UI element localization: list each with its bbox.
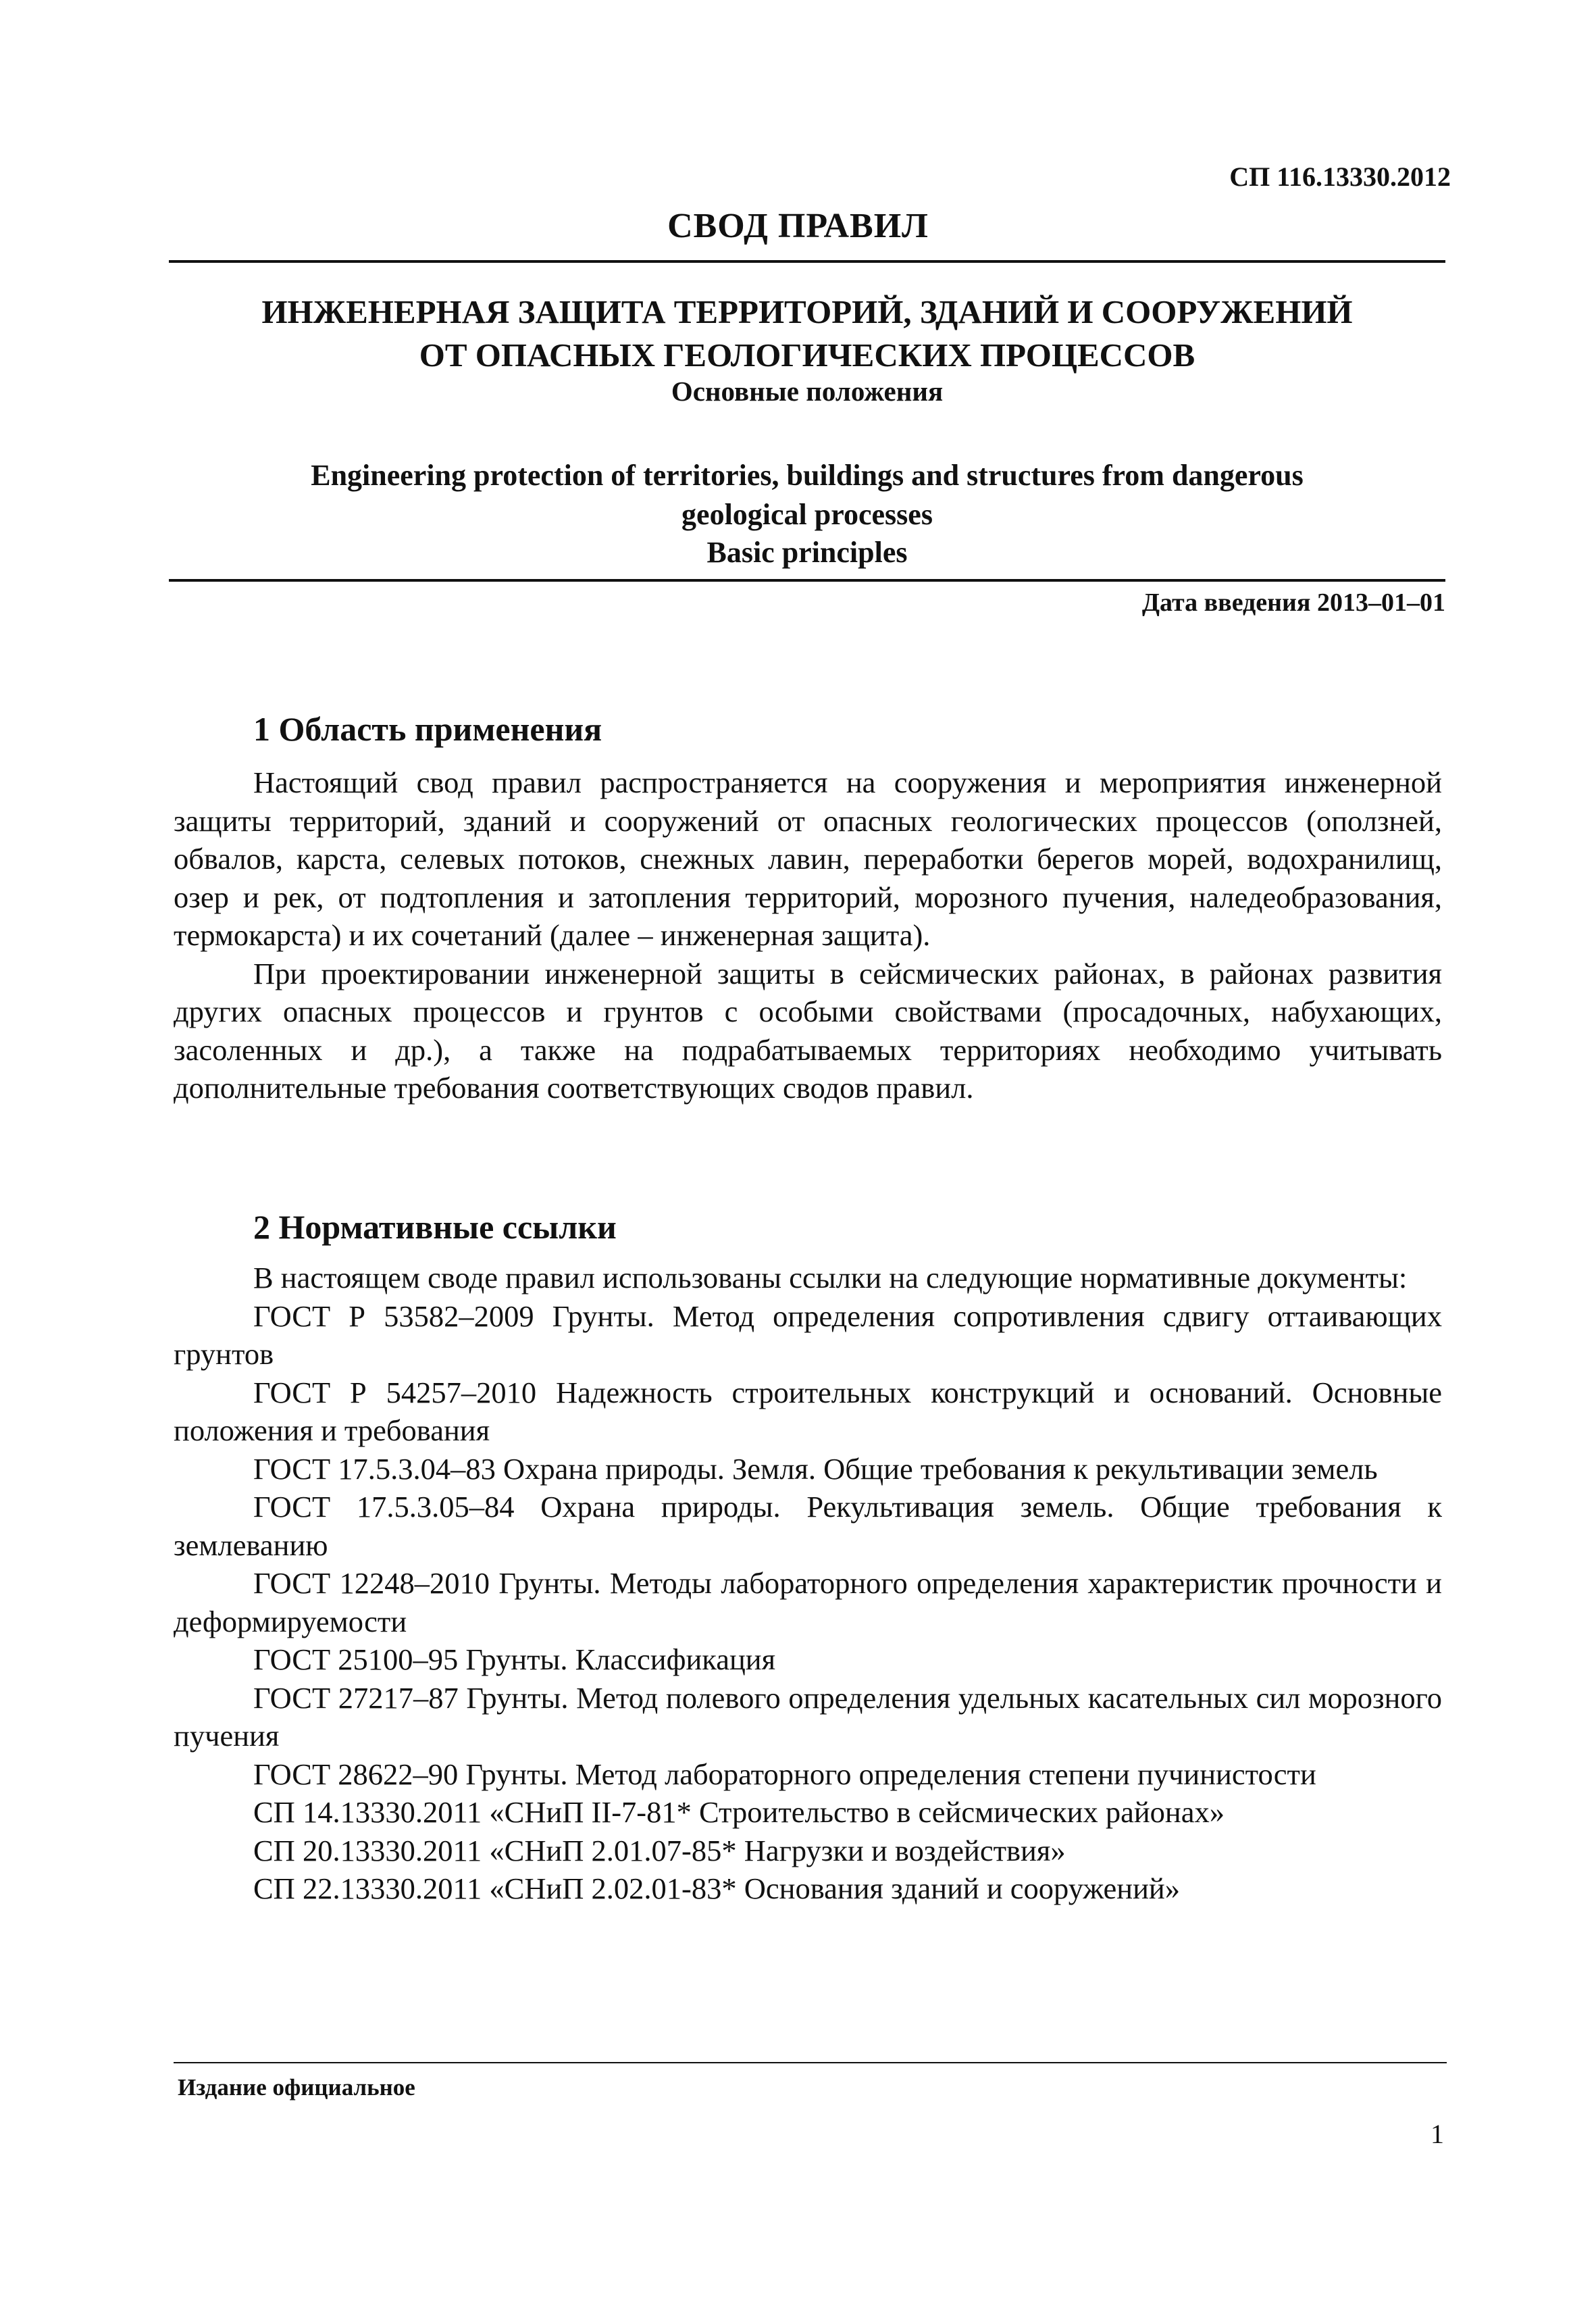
- reference-item: ГОСТ 12248–2010 Грунты. Методы лабораторного определения характеристик прочности и деформируемости: [174, 1566, 1442, 1638]
- page-number: 1: [1431, 2119, 1444, 2149]
- reference-item: ГОСТ 17.5.3.05–84 Охрана природы. Рекультивация земель. Общие требования к землеванию: [174, 1490, 1442, 1562]
- section-1-paragraph: При проектировании инженерной защиты в сейсмических районах, в районах развития других опасных процессов и грунтов с особыми свойствами (просадочных, набухающих, засоленных и др.), а также на подрабатываемых территориях необходимо учитывать дополнительные требования соответствующих сводов правил.: [174, 956, 1442, 1105]
- subtitle-en: Basic principles: [706, 536, 908, 569]
- reference-item: СП 20.13330.2011 «СНиП 2.01.07-85* Нагрузки и воздействия»: [253, 1833, 1066, 1867]
- reference-item: ГОСТ 27217–87 Грунты. Метод полевого определения удельных касательных сил морозного пучения: [174, 1680, 1442, 1753]
- title-en-line-2: geological processes: [681, 498, 933, 531]
- reference-item: ГОСТ 17.5.3.04–83 Охрана природы. Земля. Общие требования к рекультивации земель: [253, 1451, 1378, 1486]
- subtitle-ru: Основные положения: [671, 376, 944, 407]
- title-ru-line-1: ИНЖЕНЕРНАЯ ЗАЩИТА ТЕРРИТОРИЙ, ЗДАНИЙ И СООРУЖЕНИЙ: [261, 293, 1353, 330]
- title-en: [169, 456, 1445, 534]
- reference-item: СП 14.13330.2011 «СНиП II-7-81* Строительство в сейсмических районах»: [253, 1795, 1225, 1829]
- top-rule: [169, 260, 1445, 263]
- title-ru: [169, 291, 1445, 377]
- section-2-heading: 2 Нормативные ссылки: [253, 1208, 617, 1246]
- section-1-body: [174, 763, 1442, 1107]
- footer-rule: [174, 2062, 1447, 2063]
- reference-item: ГОСТ Р 53582–2009 Грунты. Метод определения сопротивления сдвигу оттаивающих грунтов: [174, 1299, 1442, 1371]
- official-edition-label: Издание официальное: [178, 2074, 415, 2101]
- references-intro: В настоящем своде правил использованы ссылки на следующие нормативные документы:: [253, 1261, 1408, 1294]
- section-1-heading: 1 Область применения: [253, 710, 602, 748]
- svod-heading: СВОД ПРАВИЛ: [667, 207, 929, 245]
- reference-item: СП 22.13330.2011 «СНиП 2.02.01-83* Основания зданий и сооружений»: [253, 1871, 1180, 1905]
- reference-item: ГОСТ Р 54257–2010 Надежность строительных конструкций и оснований. Основные положения и требования: [174, 1375, 1442, 1447]
- reference-item: ГОСТ 28622–90 Грунты. Метод лабораторного определения степени пучинистости: [253, 1757, 1316, 1791]
- reference-item: ГОСТ 25100–95 Грунты. Классификация: [253, 1642, 776, 1676]
- section-1-paragraph: Настоящий свод правил распространяется на сооружения и мероприятия инженерной защиты территорий, зданий и сооружений от опасных геологических процессов (оползней, обвалов, карста, селевых потоков, снежных лавин, переработки берегов морей, водохранилищ, озер и рек, от подтопления и затопления территорий, морозного пучения, наледеобразования, термокарста) и их сочетаний (далее – инженерная защита).: [174, 765, 1442, 952]
- references-list: [174, 1259, 1442, 1908]
- introduction-date: Дата введения 2013–01–01: [1141, 588, 1445, 617]
- title-ru-line-2: ОТ ОПАСНЫХ ГЕОЛОГИЧЕСКИХ ПРОЦЕССОВ: [419, 336, 1195, 374]
- document-code: СП 116.13330.2012: [1229, 161, 1451, 192]
- title-en-line-1: Engineering protection of territories, buildings and structures from dangerous: [311, 459, 1304, 492]
- title-rule: [169, 579, 1445, 582]
